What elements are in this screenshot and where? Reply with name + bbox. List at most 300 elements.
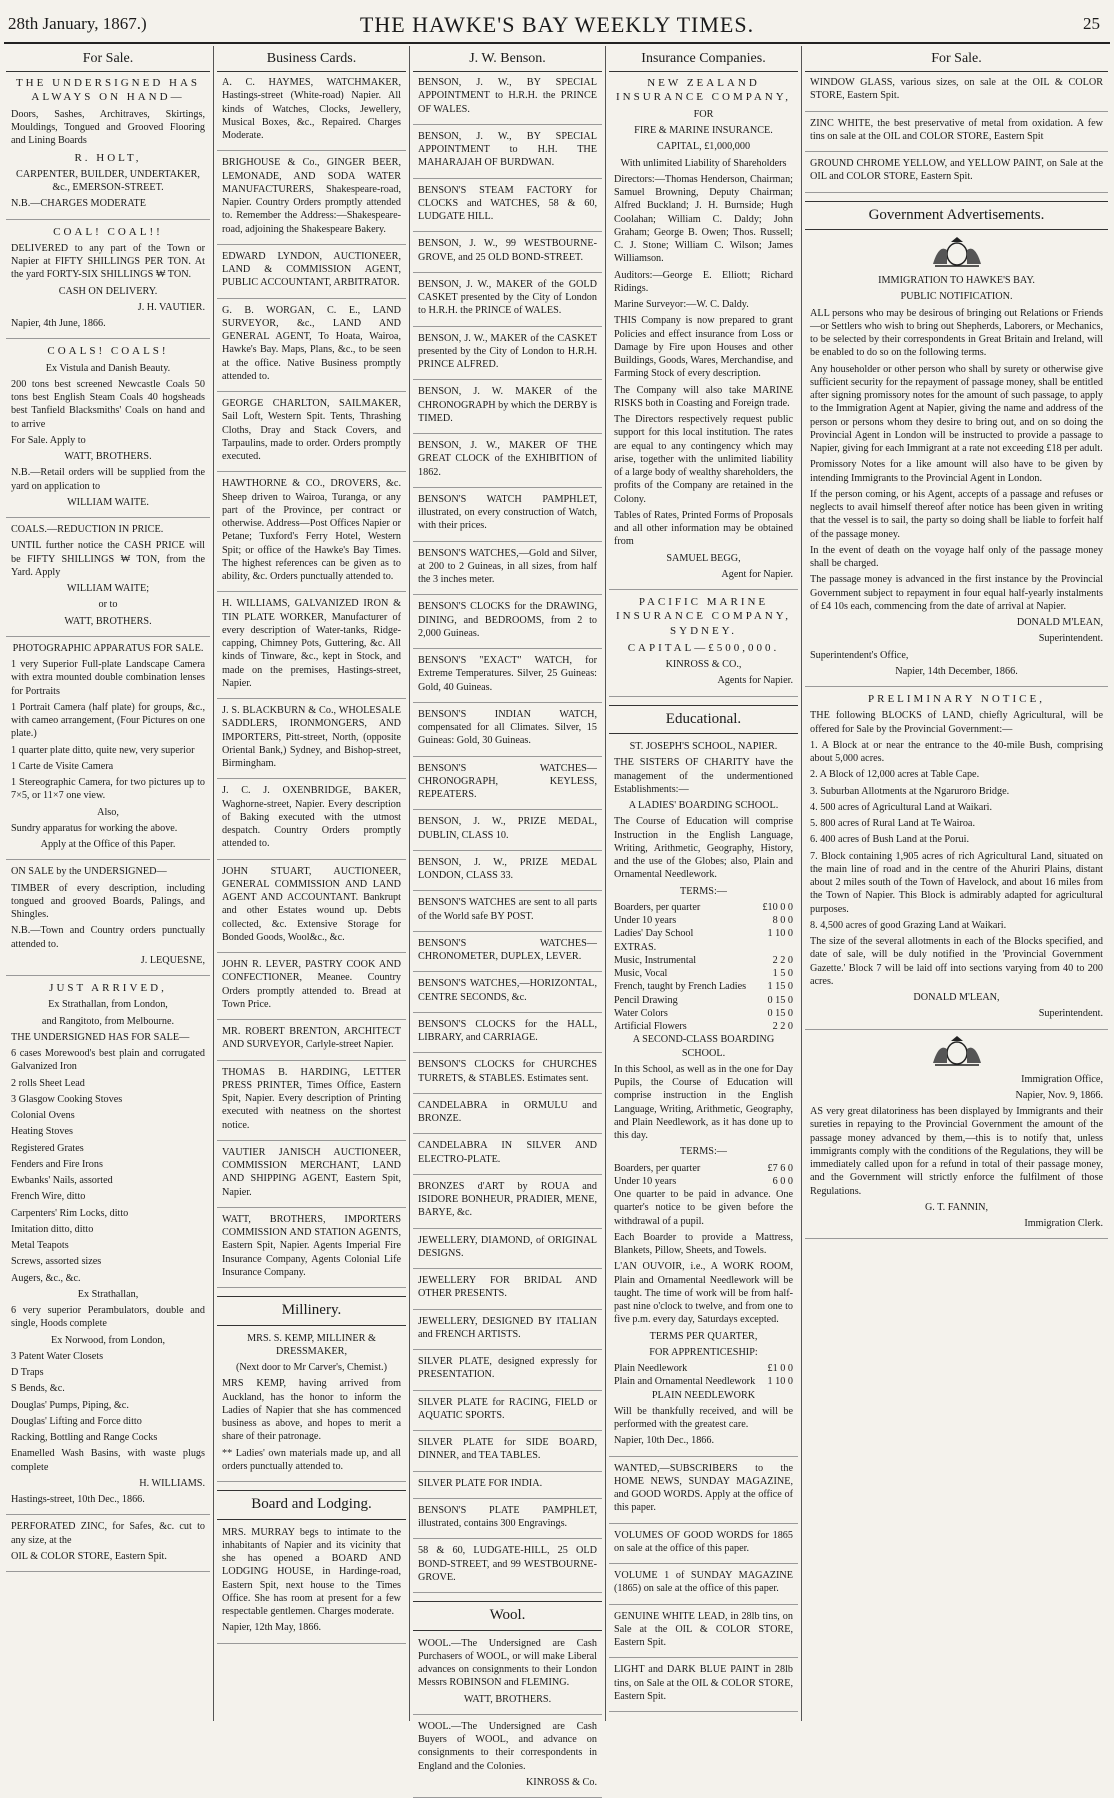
- fee-item: Under 10 years: [614, 1175, 677, 1187]
- ad-line: THE SISTERS OF CHARITY have the management of the undermentioned Establishments:—: [614, 757, 793, 795]
- benson-ad: [413, 439, 602, 488]
- ad-line: BENSON'S WATCHES—CHRONOGRAPH, KEYLESS, REPEATERS.: [418, 762, 597, 801]
- fee-row: [614, 1020, 793, 1033]
- ad-line: PERFORATED ZINC, for Safes, &c. cut to any size, at the: [11, 1521, 205, 1546]
- page-number: 25: [1083, 14, 1100, 33]
- ad-line: BENSON, J. W., MAKER OF THE GREAT CLOCK of the EXHIBITION of 1862.: [418, 440, 597, 478]
- fee-item: Pencil Drawing: [614, 994, 678, 1006]
- ad-coal-vautier: [6, 225, 210, 340]
- fee-row: [614, 901, 793, 914]
- fee-amount: £7 6 0: [767, 1162, 793, 1174]
- ad-line: DONALD M'LEAN,: [913, 992, 1000, 1004]
- ad-good-words: [609, 1529, 798, 1565]
- fee-item: Ladies' Day School: [614, 928, 694, 940]
- ad-line: S Bends, &c.: [11, 1383, 65, 1395]
- fee-amount: £10 0 0: [762, 901, 793, 913]
- column-heading: For Sale.: [805, 48, 1108, 72]
- column-heading: For Sale.: [6, 48, 210, 72]
- masthead-rule: [4, 42, 1110, 44]
- ad-line: TIMBER of every description, including tongued and grooved Boards, Palings, and Shingles.: [11, 882, 205, 921]
- ad-line: BENSON, J. W., BY SPECIAL APPOINTMENT to H.R.H. the PRINCE OF WALES.: [418, 77, 597, 115]
- column-heading: Business Cards.: [217, 48, 406, 72]
- section-heading-wool: Wool.: [413, 1601, 602, 1631]
- ad-line: For Sale. Apply to: [11, 434, 86, 446]
- column-divider: [801, 46, 802, 1721]
- ad-line: Superintendent's Office,: [810, 649, 909, 661]
- ad-line: 1 Carte de Visite Camera: [11, 760, 114, 772]
- card-text: VAUTIER JANISCH AUCTIONEER, COMMISSION MERCHANT, LAND AND SHIPPING AGENT, Eastern Spit, Napier.: [222, 1146, 401, 1198]
- fee-item: Under 10 years: [614, 915, 677, 927]
- column-divider: [409, 46, 410, 1721]
- fee-item: Music, Instrumental: [614, 954, 697, 966]
- fee-amount: 1 10 0: [767, 928, 793, 940]
- benson-ad: [413, 762, 602, 811]
- ad-line: WOOL.—The Undersigned are Cash Buyers of WOOL, and advance on consignments to their correspondents in England and the Colonies.: [418, 1720, 597, 1772]
- ad-line: Napier, 10th Dec., 1866.: [614, 1435, 715, 1447]
- ad-line: PUBLIC NOTIFICATION.: [900, 291, 1013, 303]
- ad-line: IMMIGRATION TO HAWKE'S BAY.: [878, 275, 1035, 287]
- fee-amount: £1 0 0: [767, 1363, 793, 1375]
- column-divider: [213, 46, 214, 1721]
- ad-line: Augers, &c., &c.: [11, 1272, 81, 1284]
- card-text: A. C. HAYMES, WATCHMAKER, Hastings-street (White-road) Napier. All kinds of Watches, Clocks, Jewellery, Musical Boxes, &c., Repaired. Charges Moderate.: [222, 77, 401, 142]
- ad-line: Napier, 4th June, 1866.: [11, 318, 106, 330]
- fee-amount: 8 0 0: [772, 915, 793, 927]
- ad-line: Ex Strathallan,: [77, 1288, 139, 1300]
- fee-row: [614, 914, 793, 927]
- column-insurance: [609, 48, 798, 1721]
- column-heading: J. W. Benson.: [413, 48, 602, 72]
- ad-line: BENSON, J. W., MAKER of the CASKET presented by the City of London to H.R.H. PRINCE ALFRED.: [418, 332, 597, 371]
- ad-line: PLAIN NEEDLEWORK: [651, 1389, 756, 1401]
- ad-line: CAPITAL—£500,000.: [627, 641, 780, 654]
- ad-line: Each Boarder to provide a Mattress, Blankets, Pillow, Sheets, and Towels.: [614, 1231, 793, 1257]
- benson-ad: [413, 708, 602, 757]
- ad-line: WATT, BROTHERS.: [64, 451, 152, 463]
- ad-line: FOR APPRENTICESHIP:: [649, 1346, 758, 1358]
- ad-line: Sundry apparatus for working the above.: [11, 822, 178, 834]
- ad-perforated-zinc: [6, 1520, 210, 1572]
- ad-line: Fenders and Fire Irons: [11, 1158, 103, 1170]
- ad-line: R. HOLT,: [74, 151, 142, 164]
- ad-line: THE UNDERSIGNED HAS ALWAYS ON HAND—: [15, 77, 201, 104]
- ad-immigration: [805, 236, 1108, 687]
- benson-ad: [413, 332, 602, 381]
- ad-line: TERMS:—: [680, 1146, 727, 1158]
- ad-line: Screws, assorted sizes: [11, 1256, 102, 1268]
- ad-line: N.B.—Town and Country orders punctually attended to.: [11, 925, 205, 950]
- benson-ad: [413, 815, 602, 851]
- ad-line: Douglas' Lifting and Force ditto: [11, 1415, 142, 1427]
- ad-line: In this School, as well as in the one for Day Pupils, the Course of Education will comprise instruction in the English Language, Writing, Arithmetic, Geography, and Plain Needlework, as it has done up to this day.: [614, 1063, 793, 1142]
- ad-line: DELIVERED to any part of the Town or Napier at FIFTY SHILLINGS PER TON. At the yard FORTY-SIX SHILLINGS ₩ TON.: [11, 242, 205, 281]
- section-heading-government: Government Advertisements.: [805, 201, 1108, 231]
- ad-line: THIS Company is now prepared to grant Policies and effect insurance from Loss or Damage by Fire upon Houses and other Buildings, Goods, Wares, Merchandise, and Farming Stock of every description.: [614, 315, 793, 380]
- card-text: THOMAS B. HARDING, LETTER PRESS PRINTER, Times Office, Eastern Spit, Napier. Every description of Printing executed with neatness on the shortest notice.: [222, 1066, 401, 1131]
- ad-line: BENSON'S CLOCKS for the DRAWING, DINING, and BEDROOMS, from 2 to 2,000 Guineas.: [418, 601, 597, 639]
- ad-coals-reduction: [6, 523, 210, 637]
- card-text: BRIGHOUSE & Co., GINGER BEER, LEMONADE, AND SODA WATER MANUFACTURERS, Shakespeare-road, Napier. Country Orders promptly attended to. Remember the Address:—Shakespeare-road, adjoining the Shakespeare Bakery.: [222, 157, 401, 235]
- ad-line: SILVER PLATE, designed expressly for PRESENTATION.: [418, 1356, 597, 1381]
- ad-line: WILLIAM WAITE;: [66, 583, 150, 595]
- column-for-sale: [6, 48, 210, 1721]
- ad-line: Also,: [97, 806, 119, 818]
- ad-line: SILVER PLATE FOR INDIA.: [418, 1477, 543, 1489]
- ad-line: BENSON'S WATCHES are sent to all parts of the World safe BY POST.: [418, 897, 597, 922]
- ad-line: (Next door to Mr Carver's, Chemist.): [236, 1362, 387, 1374]
- ad-line: CARPENTER, BUILDER, UNDERTAKER, &c., EMERSON-STREET.: [16, 168, 200, 194]
- ad-line: COALS.—REDUCTION IN PRICE.: [11, 524, 164, 536]
- fee-amount: 0 15 0: [767, 994, 793, 1006]
- benson-ad: [413, 237, 602, 273]
- ad-line: 1 Portrait Camera (half plate) for groups, &c., with cameo arrangement, (Four Pictures on one plate.): [11, 701, 205, 740]
- ad-photographic: [6, 642, 210, 861]
- ad-line: PRELIMINARY NOTICE,: [868, 693, 1045, 706]
- ad-line: 2. A Block of 12,000 acres at Table Cape.: [810, 769, 980, 781]
- fee-item: French, taught by French Ladies: [614, 981, 747, 993]
- ad-line: CAPITAL, £1,000,000: [656, 141, 751, 153]
- ad-line: UNTIL further notice the CASH PRICE will be FIFTY SHILLINGS ₩ TON, from the Yard. Apply: [11, 540, 205, 578]
- ad-line: BENSON'S WATCHES,—HORIZONTAL, CENTRE SECONDS, &c.: [418, 978, 597, 1003]
- ad-line: 6. 400 acres of Bush Land at the Porui.: [810, 834, 970, 846]
- card-watt: [217, 1213, 406, 1288]
- ad-immigration-office: [805, 1035, 1108, 1240]
- section-heading-millinery: Millinery.: [217, 1296, 406, 1326]
- benson-ad: [413, 1018, 602, 1054]
- ad-line: The size of the several allotments in each of the Blocks specified, and date of sale, will be duly notified in the 'Provincial Government Gazette.' Block 7 will be laid off into sections varying from 40 to 200 acres.: [810, 936, 1103, 987]
- ad-line: AS very great dilatoriness has been displayed by Immigrants and their sureties in repaying to the Provincial Government the amount of the passage money advanced by them,—this is to notify that, unless immigrants comply with the conditions of the Regulations, they will be immediately called upon for a refund in total of their passage money, and the Government will strictly enforce the fulfilment of those Regulations.: [810, 1106, 1103, 1197]
- ad-line: 4. 500 acres of Agricultural Land at Waikari.: [810, 801, 993, 813]
- ad-line: H. WILLIAMS.: [139, 1477, 205, 1489]
- ad-coals-watt: [6, 344, 210, 518]
- card-brighouse: [217, 156, 406, 245]
- ad-line: G. T. FANNIN,: [924, 1201, 989, 1213]
- card-worgan: [217, 304, 406, 393]
- ad-line: and Rangitoto, from Melbourne.: [41, 1015, 175, 1027]
- benson-ad: [413, 1396, 602, 1432]
- fee-amount: 1 10 0: [767, 1376, 793, 1388]
- ad-line: JEWELLERY, DIAMOND, of ORIGINAL DESIGNS.: [418, 1234, 597, 1259]
- ad-sunday-magazine: [609, 1569, 798, 1605]
- ad-line: Imitation ditto, ditto: [11, 1223, 94, 1235]
- column-heading: Insurance Companies.: [609, 48, 798, 72]
- card-text: HAWTHORNE & CO., DROVERS, &c. Sheep driven to Wairoa, Turanga, or any part of the Province, per contract or otherwise. Address—Post Offices Napier or Petane; Tuxford's Ferry Hotel, Western Spit; or office of the Hawke's Bay Times. The highest references can be given as to ability, &c. Orders punctually attended to.: [222, 478, 401, 583]
- ad-wool-watt: [413, 1637, 602, 1715]
- fee-amount: 0 15 0: [767, 1007, 793, 1019]
- ad-line: The Course of Education will comprise Instruction in the English Language, Writing, Arithmetic, Geography, History, and the use of the Globes; also, Plain and Ornamental Needlework.: [614, 816, 793, 881]
- card-janisch: [217, 1146, 406, 1208]
- ad-line: 2 rolls Sheet Lead: [11, 1077, 85, 1089]
- fee-row: [614, 994, 793, 1007]
- ad-line: J. H. VAUTIER.: [137, 301, 205, 313]
- ad-line: Heating Stoves: [11, 1126, 73, 1138]
- ad-line: 6 very superior Perambulators, double and single, Hoods complete: [11, 1305, 205, 1330]
- fee-amount: 6 0 0: [772, 1175, 793, 1187]
- ad-line: Directors:—Thomas Henderson, Chairman; Samuel Browning, Deputy Chairman; Alfred Buckland; J. H. Burnside; Hugh Coolahan; William C. Daldy; John Graham; George B. Owen; Thos. Russell; C. J. Stone; William C. Wilson; James Williamson.: [614, 173, 793, 265]
- column-government: [805, 48, 1108, 1721]
- ad-line: GENUINE WHITE LEAD, in 28lb tins, on Sale at the OIL & COLOR STORE, Eastern Spit.: [614, 1610, 793, 1649]
- card-text: WATT, BROTHERS, IMPORTERS COMMISSION AND STATION AGENTS, Eastern Spit, Napier. Agents Imperial Fire Insurance Company, Agents Colonial Life Insurance Company.: [222, 1213, 401, 1278]
- ad-line: 6 cases Morewood's best plain and corrugated Galvanized Iron: [11, 1048, 205, 1073]
- ad-line: Racking, Bottling and Range Cocks: [11, 1432, 158, 1444]
- ad-line: 3 Patent Water Closets: [11, 1350, 104, 1362]
- card-text: JOHN R. LEVER, PASTRY COOK AND CONFECTIONER, Meanee. Country Orders promptly attended to. Bread at Town Price.: [222, 959, 401, 1010]
- ad-line: Ex Vistula and Danish Beauty.: [45, 362, 171, 374]
- ad-line: THE following BLOCKS of LAND, chiefly Agricultural, will be offered for Sale by the Provincial Government:—: [810, 710, 1103, 735]
- card-lever: [217, 958, 406, 1020]
- land-blocks-list: [810, 739, 1103, 932]
- ad-line: NEW ZEALAND INSURANCE COMPANY,: [615, 77, 792, 104]
- ad-line: BENSON'S WATCH PAMPHLET, illustrated, on every construction of Watch, with their prices.: [418, 493, 597, 532]
- benson-ad: [413, 977, 602, 1013]
- ad-line: or to: [98, 599, 118, 611]
- ad-chrome-yellow: [805, 157, 1108, 193]
- ad-line: BENSON'S WATCHES,—Gold and Silver, at 200 to 2 Guineas, in all sizes, from half the 3 inches meter.: [418, 547, 597, 586]
- fee-row: [614, 927, 793, 940]
- ad-zinc-white: [805, 117, 1108, 153]
- ad-line: 3. Suburban Allotments at the Ngaruroro Bridge.: [810, 785, 1010, 797]
- issue-date: 28th January, 1867.): [8, 14, 147, 33]
- benson-ad: [413, 76, 602, 125]
- fee-row: [614, 1375, 793, 1388]
- ad-line: Superintendent.: [1038, 1008, 1103, 1020]
- ad-line: 8. 4,500 acres of good Grazing Land at Waikari.: [810, 919, 1007, 931]
- ad-line: BENSON, J. W., PRIZE MEDAL, DUBLIN, CLASS 10.: [418, 816, 597, 841]
- benson-ad: [413, 1544, 602, 1593]
- ad-line: WINDOW GLASS, various sizes, on sale at the OIL & COLOR STORE, Eastern Spit.: [810, 77, 1103, 102]
- ad-line: VOLUME 1 of SUNDAY MAGAZINE (1865) on sale at the office of this paper.: [614, 1570, 793, 1595]
- benson-ad: [413, 493, 602, 542]
- ad-line: Any householder or other person who shall by surety or otherwise give sufficient security for the repayment of passage money, shall be entitled after signing promissory notes for the amount of such passage, to apply to the Immigration Agent at Napier, giving the name and address of the person or persons whom they desire to bring out, and on so doing the Provincial Agent in London will be instructed to provide a passage to Napier, giving for each Immigrant at a rate not exceeding £18 per adult.: [810, 363, 1103, 455]
- ad-line: Marine Surveyor:—W. C. Daldy.: [614, 299, 749, 311]
- ad-line: BENSON'S STEAM FACTORY for CLOCKS and WATCHES, 58 & 60, LUDGATE HILL.: [418, 184, 597, 223]
- card-text: G. B. WORGAN, C. E., LAND SURVEYOR, &c., LAND AND GENERAL AGENT, To Hoata, Wairoa, Hawke's Bay. Maps, Plans, &c., to be seen at the office. Native Business promptly attended to.: [222, 304, 401, 382]
- fee-row: [614, 1007, 793, 1020]
- royal-arms-icon: [929, 236, 985, 268]
- ad-line: VOLUMES OF GOOD WORDS for 1865 on sale at the office of this paper.: [614, 1529, 793, 1554]
- ad-line: WILLIAM WAITE.: [67, 496, 149, 508]
- newspaper-title: THE HAWKE'S BAY WEEKLY TIMES.: [359, 12, 755, 37]
- ad-line: TERMS:—: [680, 885, 727, 897]
- ad-williams-just-arrived: [6, 981, 210, 1515]
- ad-line: Superintendent.: [1038, 633, 1103, 645]
- ad-line: KINROSS & Co.: [525, 1776, 597, 1788]
- ad-line: In the event of death on the voyage half only of the passage money shall be charged.: [810, 544, 1103, 570]
- benson-ad: [413, 654, 602, 703]
- ad-line: A LADIES' BOARDING SCHOOL.: [628, 800, 779, 812]
- ad-line: With unlimited Liability of Shareholders: [620, 157, 787, 169]
- ad-line: BENSON, J. W., PRIZE MEDAL LONDON, CLASS 33.: [418, 856, 597, 882]
- ad-line: Doors, Sashes, Architraves, Skirtings, Mouldings, Tongued and Grooved Flooring and Lining Boards: [11, 108, 205, 147]
- card-text: J. S. BLACKBURN & Co., WHOLESALE SADDLERS, IRONMONGERS, AND IMPORTERS, Pitt-street, North, (opposite Oriental Bank,) Sydney, and Bishop-street, Birmingham.: [222, 705, 401, 770]
- ad-line: GROUND CHROME YELLOW, and YELLOW PAINT, on Sale at the OIL and COLOR STORE, Eastern Spit.: [810, 158, 1103, 183]
- card-text: J. C. J. OXENBRIDGE, BAKER, Waghorne-street, Napier. Every description of Baking executed with the utmost despatch. Country Orders promptly attended to.: [222, 785, 401, 850]
- ad-line: JEWELLERY FOR BRIDAL AND OTHER PRESENTS.: [418, 1275, 597, 1300]
- ad-line: WATT, BROTHERS.: [64, 615, 152, 627]
- ad-line: COALS! COALS!: [47, 345, 169, 358]
- ad-line: MRS. S. KEMP, MILLINER & DRESSMAKER,: [247, 1332, 376, 1357]
- ad-line: BENSON, J. W., 99 WESTBOURNE-GROVE, and 25 OLD BOND-STREET.: [418, 238, 597, 263]
- benson-ad: [413, 1099, 602, 1135]
- ad-wanted-subscribers: [609, 1462, 798, 1524]
- ad-line: The Company will also take MARINE RISKS both in Coasting and Foreign trade.: [614, 384, 793, 409]
- ad-line: If the person coming, or his Agent, accepts of a passage and refuses or neglects to avail himself thereof after notice has been given in writing that the vessel is to sail, the party so doing shall be liable to forfeit half of the passage money.: [810, 488, 1103, 540]
- fee-item: Music, Vocal: [614, 968, 668, 980]
- ad-line: PACIFIC MARINE INSURANCE COMPANY, SYDNEY.: [615, 596, 792, 637]
- benson-ad: [413, 130, 602, 179]
- column-divider: [605, 46, 606, 1721]
- ad-line: One quarter to be paid in advance. One quarter's notice to be given before the withdrawal of a pupil.: [614, 1189, 793, 1227]
- benson-ads: [413, 76, 602, 1593]
- fee-table: [614, 901, 793, 1034]
- section-heading-board: Board and Lodging.: [217, 1490, 406, 1520]
- fee-amount: 1 15 0: [767, 981, 793, 993]
- fee-item: EXTRAS.: [614, 941, 657, 953]
- card-haymes: [217, 76, 406, 151]
- card-oxenbridge: [217, 784, 406, 859]
- ad-line: BRONZES d'ART by ROUA and ISIDORE BONHEUR, PRADIER, MENE, BARYE, &c.: [418, 1180, 597, 1219]
- ad-line: CASH ON DELIVERY.: [58, 285, 158, 297]
- ad-line: The Directors respectively request public support for this local institution. The rates are equal to any contingency which may arise, together with the unlimited liability of a large body of wealthy shareholders, the profits of the Company are retained in the Colony.: [614, 414, 793, 505]
- fee-row: [614, 967, 793, 980]
- ad-blue-paint: [609, 1663, 798, 1712]
- ad-line: ZINC WHITE, the best preservative of metal from oxidation. A few tins on sale at the OIL and COLOR STORE, Eastern Spit: [810, 117, 1103, 142]
- ad-preliminary-notice: [805, 692, 1108, 1030]
- ad-line: Registered Grates: [11, 1142, 84, 1154]
- ad-line: SILVER PLATE for SIDE BOARD, DINNER, and TEA TABLES.: [418, 1437, 597, 1462]
- fee-table: [614, 1162, 793, 1189]
- section-heading-educational: Educational.: [609, 705, 798, 735]
- benson-ad: [413, 1504, 602, 1540]
- card-stuart: [217, 865, 406, 954]
- benson-ad: [413, 1315, 602, 1351]
- royal-arms-icon: [929, 1035, 985, 1067]
- ad-line: COAL! COAL!!: [53, 225, 163, 238]
- benson-ad: [413, 547, 602, 596]
- card-text: MR. ROBERT BRENTON, ARCHITECT AND SURVEYOR, Carlyle-street Napier.: [222, 1026, 401, 1051]
- benson-ad: [413, 896, 602, 932]
- fee-row: [614, 1362, 793, 1375]
- ad-line: BENSON'S CLOCKS for CHURCHES TURRETS, & STABLES. Estimates sent.: [418, 1059, 597, 1084]
- card-text: EDWARD LYNDON, AUCTIONEER, LAND & COMMISSION AGENT, PUBLIC ACCOUNTANT, ARBITRATOR.: [222, 250, 401, 289]
- card-williams: [217, 597, 406, 699]
- benson-ad: [413, 184, 602, 233]
- ad-line: Tables of Rates, Printed Forms of Proposals and all other information may be obtained from: [614, 509, 793, 548]
- benson-ad: [413, 1180, 602, 1229]
- fee-table: [614, 1362, 793, 1389]
- benson-ad: [413, 1436, 602, 1472]
- card-charlton: [217, 397, 406, 472]
- ad-line: BENSON'S CLOCKS for the HALL, LIBRARY, and CARRIAGE.: [418, 1018, 597, 1044]
- ad-line: THE UNDERSIGNED HAS FOR SALE—: [11, 1031, 190, 1043]
- fee-item: Boarders, per quarter: [614, 1162, 701, 1174]
- ad-line: Ex Strathallan, from London,: [48, 999, 168, 1011]
- ad-line: Napier, Nov. 9, 1866.: [1015, 1089, 1103, 1101]
- ad-line: SILVER PLATE for RACING, FIELD or AQUATIC SPORTS.: [418, 1396, 597, 1421]
- card-brenton: [217, 1025, 406, 1061]
- ad-line: ALL persons who may be desirous of bringing out Relations or Friends—or Settlers who wish to bring out Shepherds, Laborers, or Mechanics, to be selected by their correspondents in Great Britain and Ireland, will be enabled to do so on the following terms.: [810, 307, 1103, 359]
- fee-amount: 1 5 0: [772, 968, 793, 980]
- ad-line: Ex Norwood, from London,: [50, 1334, 166, 1346]
- ad-line: D Traps: [11, 1367, 44, 1379]
- ad-line: 1 very Superior Full-plate Landscape Camera with extra mounted double combination lenses for Portraits: [11, 659, 205, 697]
- ad-line: Enamelled Wash Basins, with waste plugs complete: [11, 1448, 205, 1473]
- fee-row: [614, 941, 793, 954]
- ad-line: ST. JOSEPH'S SCHOOL, NAPIER.: [629, 741, 778, 753]
- ad-line: FOR: [693, 108, 714, 120]
- ad-line: Auditors:—George E. Elliott; Richard Ridings.: [614, 269, 793, 294]
- ad-line: BENSON'S INDIAN WATCH, compensated for all Climates. Silver, 15 Guineas: Gold, 30 Guineas.: [418, 708, 597, 747]
- ad-line: BENSON, J. W. MAKER of the CHRONOGRAPH by which the DERBY is TIMED.: [418, 386, 597, 424]
- fee-item: Plain and Ornamental Needlework: [614, 1376, 756, 1388]
- ad-line: N.B.—CHARGES MODERATE: [11, 198, 146, 210]
- ad-line: J. LEQUESNE,: [140, 954, 205, 966]
- ad-line: Agent for Napier.: [721, 568, 793, 580]
- fee-row: [614, 980, 793, 993]
- fee-amount: 2 2 0: [772, 1021, 793, 1033]
- ad-line: The passage money is advanced in the first instance by the Provincial Government subject to repayment in four equal half-yearly instalments of £4 10s each, commencing from the date of arrival at Napier.: [810, 574, 1103, 612]
- benson-ad: [413, 937, 602, 973]
- ad-murray: [217, 1526, 406, 1644]
- ad-st-josephs: [609, 740, 798, 1457]
- ad-line: BENSON'S WATCHES—CHRONOMETER, DUPLEX, LEVER.: [418, 937, 597, 963]
- card-lyndon: [217, 250, 406, 299]
- ad-new-zealand-insurance: [609, 76, 798, 590]
- ad-line: Apply at the Office of this Paper.: [40, 839, 176, 851]
- ad-line: 5. 800 acres of Rural Land at Te Wairoa.: [810, 818, 975, 830]
- benson-ad: [413, 1058, 602, 1094]
- ad-line: L'AN OUVOIR, i.e., A WORK ROOM, Plain and Ornamental Needlework will be taught. The time of work will be from half-past nine o'clock to twelve, and from one to five p.m. every day, Saturdays excepted.: [614, 1261, 793, 1326]
- ad-line: WOOL.—The Undersigned are Cash Purchasers of WOOL, or will make Liberal advances on consignments to their London Messrs ROBINSON and FLEMING.: [418, 1637, 597, 1689]
- fee-item: Boarders, per quarter: [614, 901, 701, 913]
- ad-line: BENSON'S PLATE PAMPHLET, illustrated, contains 300 Engravings.: [418, 1504, 597, 1530]
- fee-row: [614, 954, 793, 967]
- ad-kemp: [217, 1332, 406, 1483]
- ad-line: A SECOND-CLASS BOARDING SCHOOL.: [632, 1034, 775, 1059]
- ad-line: Hastings-street, 10th Dec., 1866.: [11, 1494, 145, 1506]
- ad-line: 1 quarter plate ditto, quite new, very superior: [11, 744, 195, 756]
- ad-line: CANDELABRA in ORMULU and BRONZE.: [418, 1099, 597, 1125]
- ad-line: ** Ladies' own materials made up, and all orders punctually attended to.: [222, 1447, 401, 1472]
- ad-line: Ewbanks' Nails, assorted: [11, 1175, 113, 1187]
- ad-line: French Wire, ditto: [11, 1191, 86, 1203]
- card-harding: [217, 1066, 406, 1141]
- ad-line: 7. Block containing 1,905 acres of rich Agricultural Land, situated on the main line of road and in the centre of the Ahuriri Plains, distant about 2 miles south of the Town of Havelock, and about 16 miles from the Town of Napier. This Block is admirably adapted for agricultural purposes.: [810, 850, 1103, 915]
- fee-row: [614, 1162, 793, 1175]
- ad-line: WANTED,—SUBSCRIBERS to the HOME NEWS, SUNDAY MAGAZINE, and GOOD WORDS. Apply at the office of this paper.: [614, 1462, 793, 1514]
- ad-line: Carpenters' Rim Locks, ditto: [11, 1207, 129, 1219]
- benson-ad: [413, 1234, 602, 1270]
- ad-line: MRS KEMP, having arrived from Auckland, has the honor to inform the Ladies of Napier that she has commenced business as above, and hopes to merit a share of their patronage.: [222, 1378, 401, 1443]
- benson-ad: [413, 1355, 602, 1391]
- benson-ad: [413, 385, 602, 434]
- ad-line: JEWELLERY, DESIGNED BY ITALIAN and FRENCH ARTISTS.: [418, 1315, 597, 1340]
- ad-line: KINROSS & CO.,: [665, 659, 742, 671]
- ad-line: 3 Glasgow Cooking Stoves: [11, 1093, 123, 1105]
- ad-lequesne: [6, 865, 210, 976]
- card-text: GEORGE CHARLTON, SAILMAKER, Sail Loft, Western Spit. Tents, Thrashing Cloths, Dray and Stack Covers, and Tarpaulins, made to order. Orders promptly executed.: [222, 398, 401, 463]
- fee-amount: 2 2 0: [772, 954, 793, 966]
- ad-line: Immigration Clerk.: [1024, 1218, 1103, 1230]
- benson-ad: [413, 600, 602, 649]
- benson-ad: [413, 1274, 602, 1310]
- ad-pacific-marine: [609, 595, 798, 697]
- ad-line: N.B.—Retail orders will be supplied from the yard on application to: [11, 467, 205, 492]
- ad-line: Douglas' Pumps, Piping, &c.: [11, 1399, 129, 1411]
- ad-line: Immigration Office,: [1021, 1073, 1103, 1085]
- ad-line: Colonial Ovens: [11, 1110, 75, 1122]
- ad-line: BENSON, J. W., BY SPECIAL APPOINTMENT to H.H. THE MAHARAJAH OF BURDWAN.: [418, 130, 597, 169]
